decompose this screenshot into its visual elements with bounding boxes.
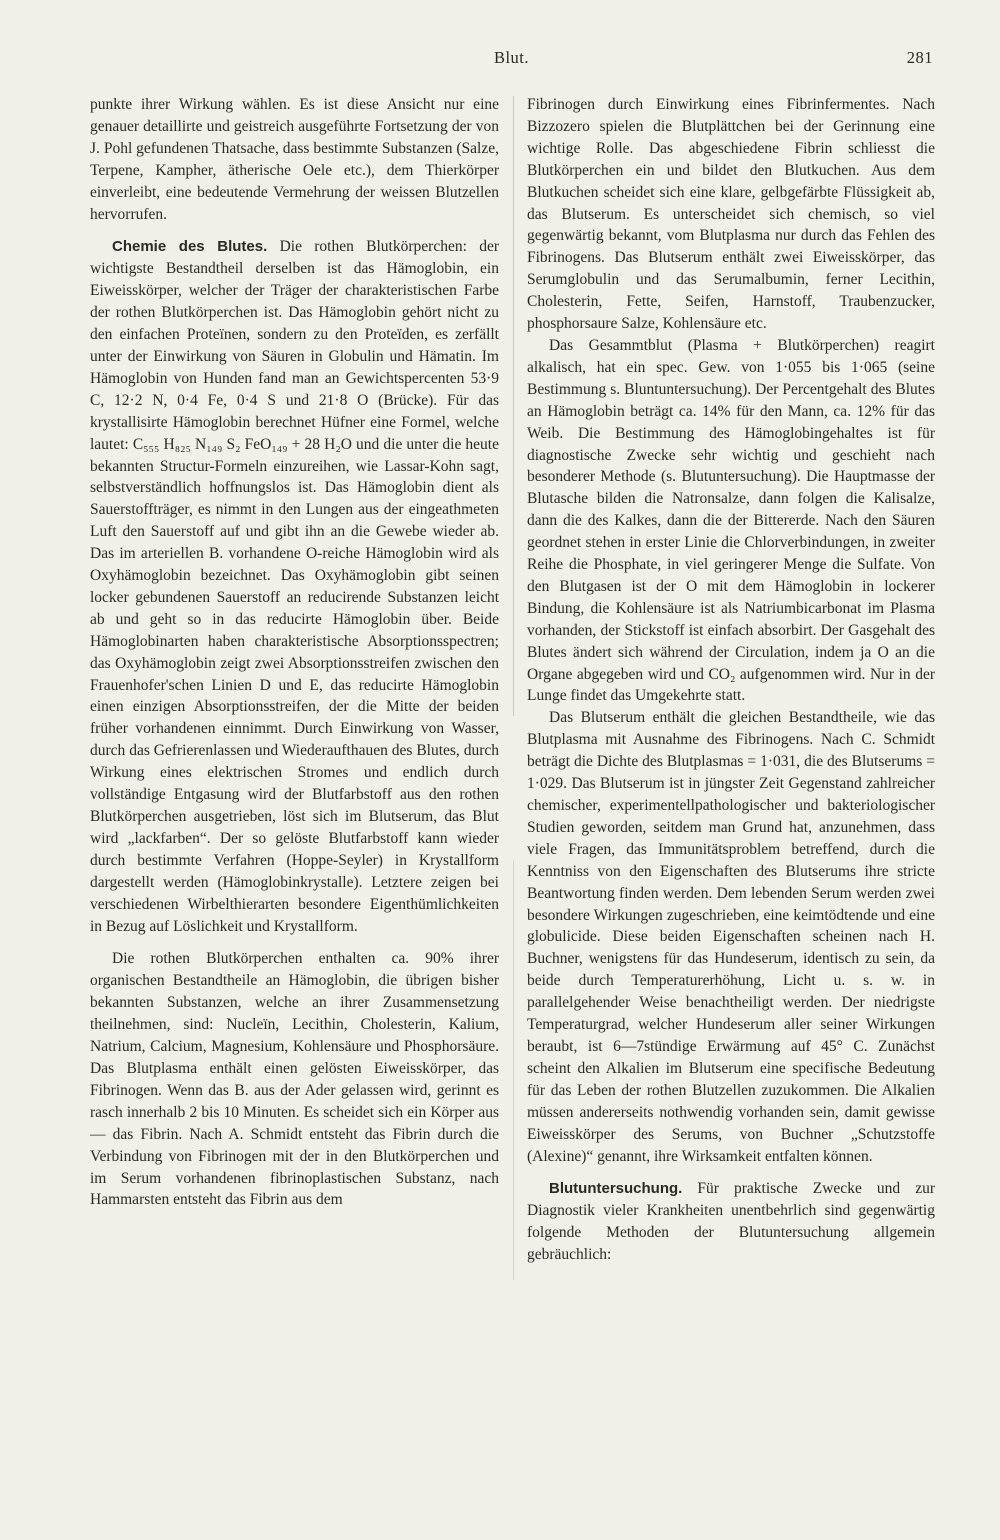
paragraph-blutuntersuchung [527, 1178, 935, 1266]
paragraph-blutkoerperchen-bestandtheile: Die rothen Blutkörperchen enthalten ca. 90% ihrer organischen Bestandtheile an Hämoglobin, die übrigen bisher bekannten Substanzen, welche an ihrer Zusammensetzung theilnehmen, sind: Nucleïn, Lecithin, Cholesterin, Kalium, Natrium, Calcium, Magnesium, Kohlensäure und Phosphorsäure. Das Blutplasma enthält einen gelösten Eiweisskörper, das Fibrinogen. Wenn das B. aus der Ader gelassen wird, gerinnt es rasch innerhalb 2 bis 10 Minuten. Es scheidet sich ein Körper aus — das Fibrin. Nach A. Schmidt entsteht das Fibrin durch die Verbindung von Fibrinogen mit der in den Blutkörperchen und im Serum vorhandenen fibrinoplastischen Substanz, nach Hammarsten entsteht das Fibrin aus dem [90, 950, 499, 1209]
paragraph-gesammtblut: Das Gesammtblut (Plasma + Blutkörperchen) reagirt alkalisch, hat ein spec. Gew. von 1·055 bis 1·065 (seine Bestimmung s. Bluntuntersuchung). Der Percentgehalt des Blutes an Hämoglobin beträgt ca. 14% für den Mann, ca. 12% für das Weib. Die Bestimmung des Hämoglobingehaltes ist für diagnostische Zwecke sehr wichtig und geschieht nach besonderer Methode (s. Blutuntersuchung). Die Hauptmasse der Blutasche bilden die Natronsalze, dann folgen die Kalisalze, dann die des Kalkes, dann die der Bittererde. Nach den Säuren geordnet stehen in erster Linie die Chlorverbindungen, in zweiter Reihe die Phosphate, in viel geringerer Menge die Sulfate. Von den Blutgasen ist der O mit dem Hämoglobin in lockerer Bindung, die Kohlensäure ist als Natriumbicarbonat im Plasma vorhanden, der Stickstoff ist einfach absorbirt. Der Gasgehalt des Blutes ändert sich während der Circulation, indem ja O an die Organe abgegeben wird und CO₂ aufgenommen wird. Nur in der Lunge findet das Umgekehrte statt. [527, 336, 935, 705]
right-column [527, 94, 935, 1266]
paragraph-blutserum: Das Blutserum enthält die gleichen Bestandtheile, wie das Blutplasma mit Ausnahme des Fibrinogens. Nach C. Schmidt beträgt die Dichte des Blutplasmas = 1·031, die des Blutserums = 1·029. Das Blutserum ist in jüngster Zeit Gegenstand zahlreicher chemischer, experimentellpathologischer und bakteriologischer Studien geworden, seitdem man Grund hat, anzunehmen, dass viele Fragen, das Immunitätsproblem betreffend, durch die Kenntniss von den Eigenschaften des Blutserums ihre stricte Beantwortung finden werden. Dem lebenden Serum werden zwei besondere Wirkungen zugeschrieben, eine keimtödtende und eine globulicide. Diese beiden Eigenschaften scheinen nach H. Buchner, wenigstens für das Hundeserum, identisch zu sein, da beide durch Temperaturerhöhung, Licht u. s. w. in parallelgehender Weise benachtheiligt werden. Der niedrigste Temperaturgrad, welcher Hundeserum aller seiner Wirkungen beraubt, ist 6—7stündige Erwärmung auf 45° C. Zunächst scheint den Alkalien im Blutserum eine specifische Bedeutung für das Leben der rothen Blutzellen zuzukommen. Die Alkalien müssen andererseits nothwendig vorhanden sein, damit gewisse Eiweisskörper des Serums, von Buchner „Schutzstoffe (Alexine)“ genannt, ihre Wirksamkeit entfalten können. [527, 709, 935, 1165]
running-title: Blut. [493, 48, 530, 67]
page-number: 281 [906, 48, 933, 67]
paragraph-fibrinogen: Fibrinogen durch Einwirkung eines Fibrinfermentes. Nach Bizzozero spielen die Blutplättchen bei der Gerinnung eine wichtige Rolle. Das abgeschiedene Fibrin schliesst die Blutkörperchen ein und bildet den Blutkuchen. Aus dem Blutkuchen scheidet sich eine klare, gelbgefärbte Flüssigkeit ab, das Blutserum. Es unterscheidet sich chemisch, so viel gegenwärtig bekannt, vom Blutplasma nur durch das Fehlen des Fibrinogens. Das Blutserum enthält zwei Eiweisskörper, das Serumglobulin und das Serumalbumin, ferner Lecithin, Cholesterin, Fette, Seifen, Harnstoff, Traubenzucker, phosphorsaure Salze, Kohlensäure etc. [527, 96, 935, 333]
paragraph-haemoglobin-text: Die rothen Blutkörperchen: der wichtigste Bestandtheil derselben ist das Hämoglobin, ein Eiweisskörper, welcher der Träger der charakteristischen Farbe der rothen Blutkörperchen ist. Das Hämoglobin gehört nicht zu den einfachen Proteïnen, sondern zu den Proteïden, es zerfällt unter der Einwirkung von Säuren in Globulin und Hämatin. Im Hämoglobin von Hunden fand man an Gewichtspercenten 53·9 C, 12·2 N, 0·4 Fe, 0·4 S und 21·8 O (Brücke). Für das krystallisirte Hämoglobin berechnet Hüfner eine Formel, welche lautet: C₅₅₅ H₈₂₅ N₁₄₉ S₂ FeO₁₄₉ + 28 H₂O und die unter die heute bekannten Structur-Formeln einzureihen, wie Lassar-Kohn sagt, selbstverständlich hoffnungslos ist. Das Hämoglobin dient als Sauerstoffträger, es nimmt in den Lungen aus der eingeathmeten Luft den Sauerstoff auf und gibt ihn an die Gewebe wieder ab. Das im arteriellen B. vorhandene O-reiche Hämoglobin wird als Oxyhämoglobin bezeichnet. Das Oxyhämoglobin gibt seinen locker gebundenen Sauerstoff an reducirende Substanzen leicht ab und geht so in das reducirte Hämoglobin über. Beide Hämoglobinarten haben charakteristische Absorptionsspectren; das Oxyhämoglobin zeigt zwei Absorptionsstreifen zwischen den Frauenhofer'schen Linien D und E, das reducirte Hämoglobin einen einzigen Absorptionsstreifen, der die Mitte der beiden früher vorhandenen einnimmt. Durch Einwirkung von Wasser, durch das Gefrierenlassen und Wiederaufthauen des Blutes, durch Wirkung eines elektrischen Stromes und endlich durch vollständige Entgasung wird der Blutfarbstoff aus den rothen Blutkörperchen ausgetrieben, löst sich im Blutserum, das Blut wird „lackfarben“. Der so gelöste Blutfarbstoff kann wieder durch bestimmte Verfahren (Hoppe-Seyler) in Krystallform dargestellt werden (Hämoglobinkrystalle). Letztere zeigen bei verschiedenen Wirbelthierarten besondere Eigenthümlichkeiten in Bezug auf Löslichkeit und Krystallform. [90, 238, 499, 935]
paragraph-pohl-continuation: punkte ihrer Wirkung wählen. Es ist diese Ansicht nur eine genauer detaillirte und geistreich ausgeführte Fortsetzung der von J. Pohl gefundenen Thatsache, dass bestimmte Substanzen (Salze, Terpene, Kampher, ätherische Oele etc.), dem Thierkörper einverleibt, eine bedeutende Vermehrung der weissen Blutzellen hervorrufen. [90, 96, 499, 223]
column-divider [513, 96, 514, 716]
paragraph-blutuntersuchung-text: Für praktische Zwecke und zur Diagnostik vieler Krankheiten unentbehrlich sind gegenwärtig folgende Methoden der Blutuntersuchung allgemein gebräuchlich: [527, 1180, 936, 1264]
page-header [90, 48, 933, 72]
section-heading-blutuntersuchung: Blutuntersuchung. [549, 1180, 683, 1198]
left-column [90, 94, 499, 1211]
section-heading-chemie: Chemie des Blutes. [112, 238, 268, 256]
paragraph-chemie-des-blutes [90, 236, 499, 937]
column-divider-lower [513, 860, 514, 1280]
